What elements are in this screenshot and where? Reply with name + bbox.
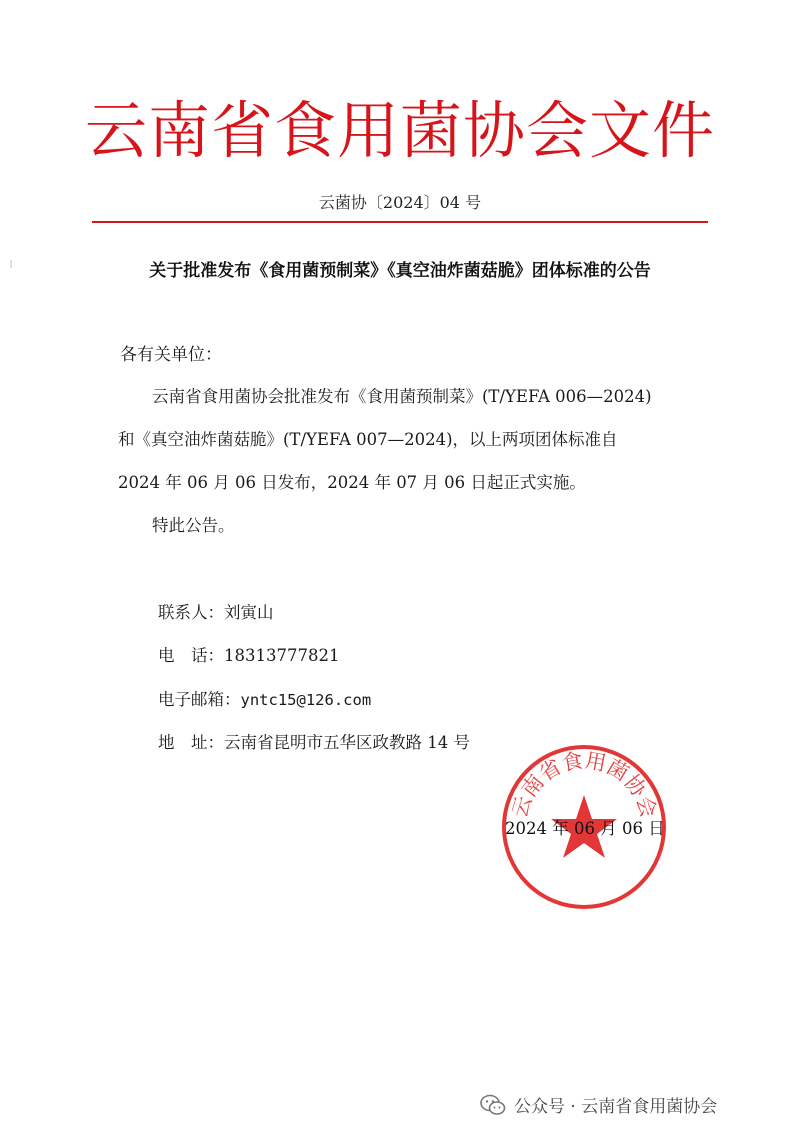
contact-email-value: yntc15@126.com bbox=[240, 691, 372, 709]
contact-person-label: 联系人： bbox=[158, 603, 224, 622]
contact-phone-value: 18313777821 bbox=[224, 646, 340, 665]
contact-address-label: 地 址： bbox=[158, 733, 224, 752]
contact-address-row bbox=[158, 729, 470, 753]
contact-email-label: 电子邮箱： bbox=[158, 690, 241, 709]
contact-phone-label: 电 话： bbox=[158, 646, 224, 665]
closing-remark: 特此公告。 bbox=[152, 516, 235, 535]
body-paragraph-line: 和《真空油炸菌菇脆》(T/YEFA 007—2024)，以上两项团体标准自 bbox=[118, 430, 618, 449]
body-paragraph-line: 2024 年 06 月 06 日发布，2024 年 07 月 06 日起正式实施。 bbox=[118, 473, 586, 492]
wechat-icon bbox=[480, 1094, 506, 1116]
notice-title: 关于批准发布《食用菌预制菜》《真空油炸菌菇脆》团体标准的公告 bbox=[149, 261, 651, 281]
contact-phone-row bbox=[158, 642, 339, 666]
footer-text: 公众号 · 云南省食用菌协会 bbox=[514, 1097, 718, 1117]
issue-date: 2024 年 06 月 06 日 bbox=[505, 819, 665, 838]
document-number: 云菌协〔2024〕04 号 bbox=[318, 193, 482, 212]
contact-person-row bbox=[158, 599, 274, 623]
scan-artifact bbox=[10, 260, 12, 268]
header-divider bbox=[92, 221, 708, 223]
document-header-title: 云南省食用菌协会文件 bbox=[84, 94, 715, 167]
contact-email-row bbox=[158, 686, 371, 710]
contact-person-value: 刘寅山 bbox=[224, 603, 274, 622]
seal-text: 云南省食用菌协会 bbox=[507, 748, 661, 821]
footer-watermark bbox=[480, 1092, 717, 1117]
body-paragraph-line: 云南省食用菌协会批准发布《食用菌预制菜》(T/YEFA 006—2024) bbox=[152, 387, 652, 406]
contact-address-value: 云南省昆明市五华区政教路 14 号 bbox=[224, 733, 470, 752]
salutation: 各有关单位： bbox=[120, 345, 222, 365]
